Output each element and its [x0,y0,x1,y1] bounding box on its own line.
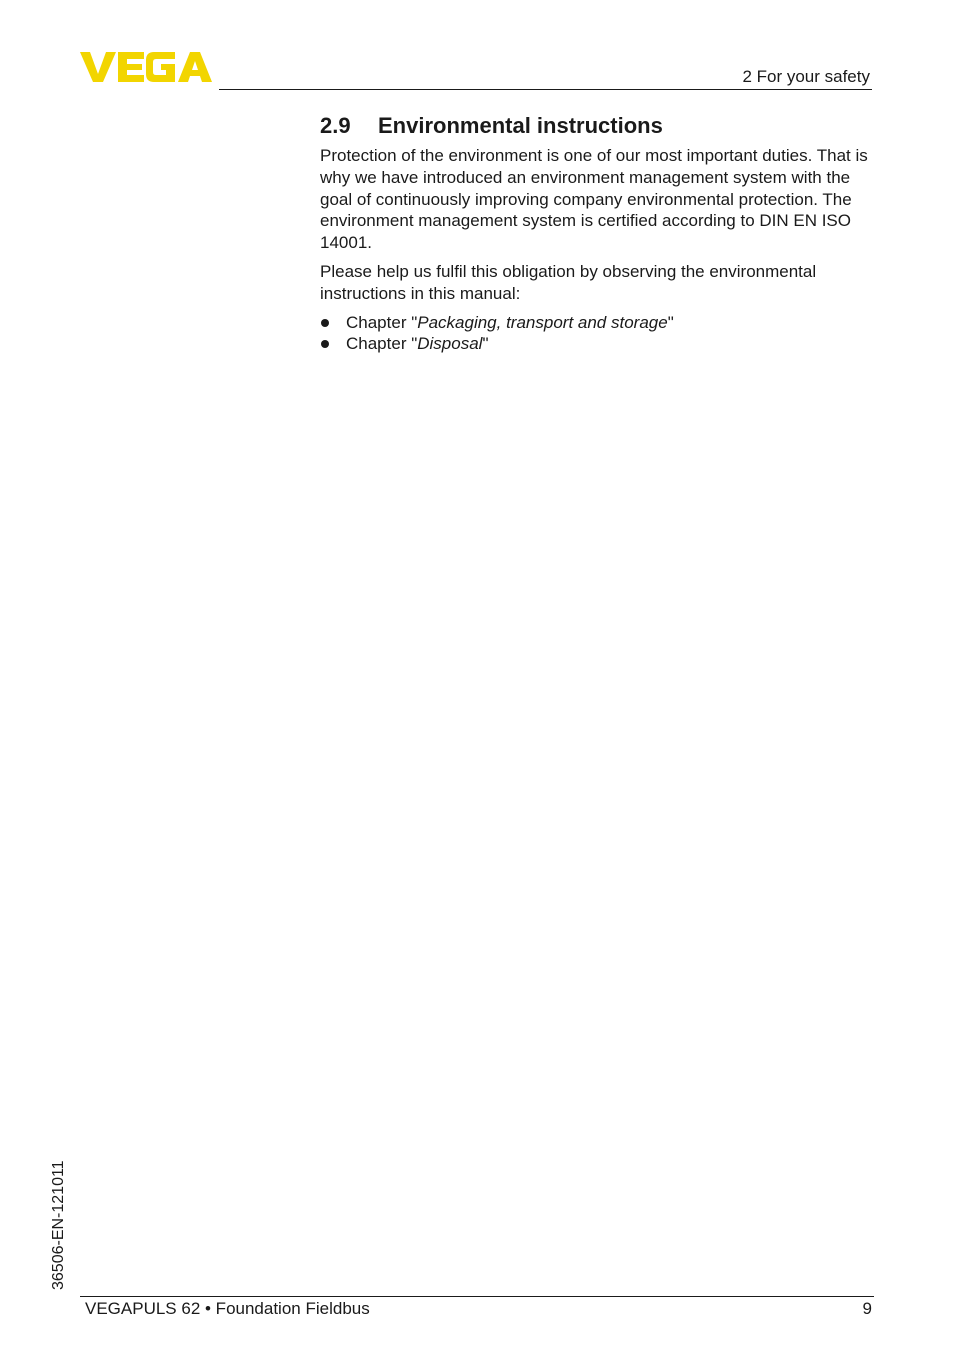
list-item-suffix: " [482,334,489,354]
section-title: Environmental instructions [378,113,663,138]
vega-logo-graphic [80,50,212,84]
list-item-prefix: Chapter " [346,312,418,332]
list-item [320,333,876,355]
list-item-suffix: " [667,312,674,332]
chapter-link-packaging: Packaging, transport and storage [417,312,668,332]
document-code: 36506-EN-121011 [50,1160,67,1290]
section-heading [320,112,876,140]
vega-logo [80,50,212,84]
footer-divider [80,1296,874,1297]
paragraph-environment-policy: Protection of the environment is one of our most important duties. That is why we have introduced an environment management system with the goal of continuously improving company environmental protection. The environment management system is certified according to DIN EN ISO 14001. [320,146,868,253]
page-number: 9 [862,1299,872,1318]
list-item-prefix: Chapter " [346,334,418,354]
paragraph-help-request: Please help us fulfil this obligation by observing the environmental instructions in this manual: [320,261,817,303]
header-divider [219,89,872,90]
bullet-dot-icon [321,340,329,348]
footer-title: VEGAPULS 62 • Foundation Fieldbus [85,1299,370,1318]
chapter-reference-list [320,312,876,356]
list-item [320,312,876,334]
chapter-link-disposal: Disposal [417,334,483,354]
bullet-dot-icon [321,319,329,327]
section-number: 2.9 [320,113,351,138]
header-section-title: 2 For your safety [742,67,870,86]
main-content [320,112,876,355]
